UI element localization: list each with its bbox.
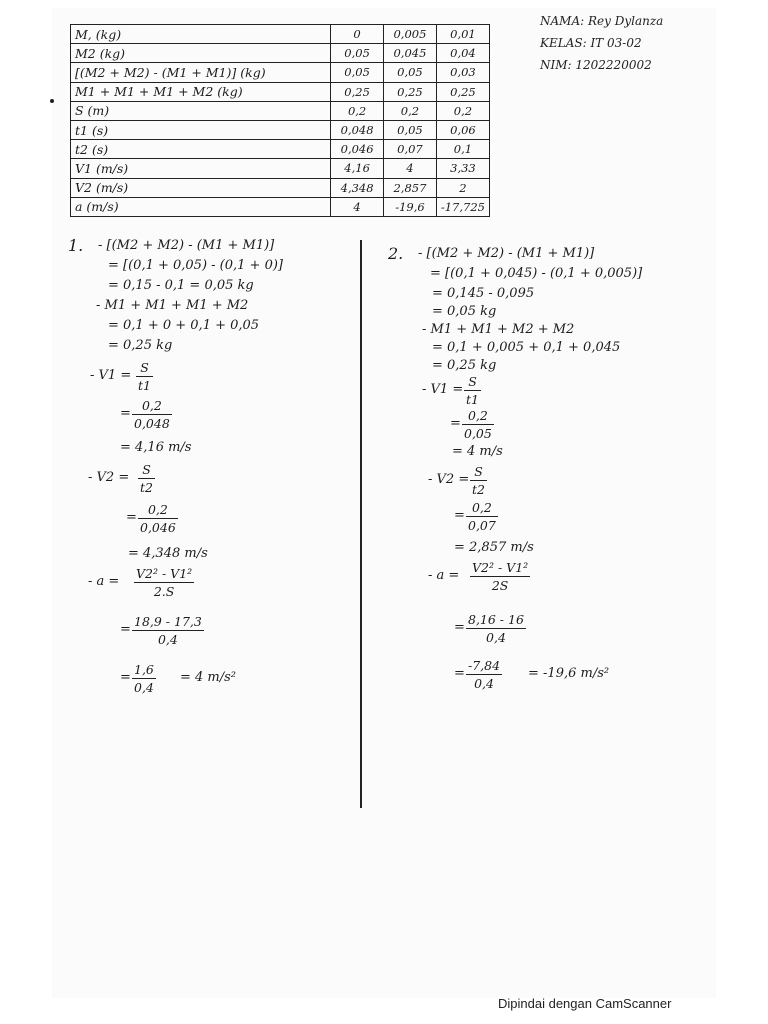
calc-1-mass-sum-label: - M1 + M1 + M1 + M2 <box>96 298 249 313</box>
calc-1-a-eq2: = <box>120 622 131 637</box>
table-row <box>71 140 490 159</box>
denominator: 0,4 <box>134 680 154 695</box>
calc-2-v2-result: = 2,857 m/s <box>454 540 534 555</box>
denominator: 0,4 <box>157 632 178 647</box>
calc-1-number: 1. <box>68 236 84 255</box>
value-cell: 2 <box>436 178 489 197</box>
value-cell: 0,07 <box>384 140 437 159</box>
table-row <box>71 101 490 120</box>
table-row <box>71 197 490 216</box>
table-row <box>71 159 490 178</box>
student-nim: NIM: 1202220002 <box>540 58 652 72</box>
denominator: 0,07 <box>468 518 496 533</box>
value-cell: 0,05 <box>331 63 384 82</box>
table-row <box>71 25 490 44</box>
value-cell: 0,2 <box>384 101 437 120</box>
student-class: KELAS: IT 03-02 <box>540 36 642 50</box>
calc-2-v1-formula <box>464 374 481 407</box>
denominator: t1 <box>138 378 151 393</box>
table-row <box>71 178 490 197</box>
denominator: 2S <box>491 578 509 593</box>
value-cell: 0,04 <box>436 44 489 63</box>
calc-1-a-label: - a = <box>88 574 120 589</box>
value-cell: 0,2 <box>331 101 384 120</box>
row-label-cell: S (m) <box>71 101 331 120</box>
denominator: 0,4 <box>474 676 494 691</box>
calc-2-mass-diff-sub: = [(0,1 + 0,045) - (0,1 + 0,005)] <box>430 266 643 281</box>
row-label-cell: V2 (m/s) <box>71 178 331 197</box>
calc-1-v1-formula <box>136 360 153 393</box>
calc-1-v2-label: - V2 = <box>88 470 130 485</box>
student-name: NAMA: Rey Dylanza <box>540 14 664 28</box>
numerator: 8,16 - 16 <box>468 612 524 627</box>
calc-2-v1-substitution <box>462 408 494 441</box>
value-cell: 0,005 <box>384 25 437 44</box>
numerator: 18,9 - 17,3 <box>134 614 202 629</box>
numerator: 0,2 <box>141 398 162 413</box>
calc-1-a-result: = 4 m/s² <box>180 670 237 685</box>
calc-2-v1-eq: = <box>450 416 461 431</box>
numerator: 0,2 <box>467 408 488 423</box>
calc-2-mass-diff-calc: = 0,145 - 0,095 <box>432 286 535 301</box>
calc-2-v2-eq: = <box>454 508 465 523</box>
calc-1-v1-eq: = <box>120 406 131 421</box>
numerator: V2² - V1² <box>472 560 529 575</box>
calc-1-v2-eq: = <box>126 510 137 525</box>
calc-2-mass-sum-sub: = 0,1 + 0,005 + 0,1 + 0,045 <box>432 340 621 355</box>
value-cell: -19,6 <box>384 197 437 216</box>
numerator: 0,2 <box>471 500 492 515</box>
row-label-cell: M1 + M1 + M1 + M2 (kg) <box>71 82 331 101</box>
calc-2-v2-label: - V2 = <box>428 472 470 487</box>
value-cell: -17,725 <box>436 197 489 216</box>
denominator: 0,05 <box>464 426 492 441</box>
numerator: V2² - V1² <box>136 566 193 581</box>
calc-2-mass-sum-result: = 0,25 kg <box>432 358 497 373</box>
row-label-cell: [(M2 + M2) - (M1 + M1)] (kg) <box>71 63 331 82</box>
calc-2-mass-sum-label: - M1 + M1 + M2 + M2 <box>422 322 575 337</box>
column-divider <box>360 240 362 808</box>
calc-2-a-formula <box>470 560 530 593</box>
numerator: S <box>140 360 149 375</box>
row-label-cell: a (m/s) <box>71 197 331 216</box>
table-row <box>71 120 490 139</box>
value-cell: 0,046 <box>331 140 384 159</box>
value-cell: 0,01 <box>436 25 489 44</box>
row-label-cell: t2 (s) <box>71 140 331 159</box>
calc-1-v1-result: = 4,16 m/s <box>120 440 192 455</box>
calc-2-v2-substitution <box>466 500 498 533</box>
value-cell: 4,348 <box>331 178 384 197</box>
calc-2-mass-diff-label: - [(M2 + M2) - (M1 + M1)] <box>418 246 595 261</box>
value-cell: 0,05 <box>384 120 437 139</box>
calc-1-mass-diff-sub: = [(0,1 + 0,05) - (0,1 + 0)] <box>108 258 283 273</box>
value-cell: 0,048 <box>331 120 384 139</box>
calc-2-number: 2. <box>388 244 404 263</box>
calc-2-a-eq3: = <box>454 666 465 681</box>
denominator: 0,048 <box>134 416 170 431</box>
calc-2-v1-label: - V1 = <box>422 382 464 397</box>
table-row <box>71 82 490 101</box>
numerator: S <box>142 462 151 477</box>
calc-2-a-eq2: = <box>454 620 465 635</box>
value-cell: 0,05 <box>384 63 437 82</box>
row-label-cell: M, (kg) <box>71 25 331 44</box>
value-cell: 4,16 <box>331 159 384 178</box>
value-cell: 0,25 <box>331 82 384 101</box>
calc-2-a-simplified <box>466 658 502 691</box>
calc-1-a-simplified <box>132 662 156 695</box>
calc-1-v1-substitution <box>132 398 172 431</box>
calc-1-mass-diff-label: - [(M2 + M2) - (M1 + M1)] <box>98 238 275 253</box>
denominator: 0,4 <box>486 630 506 645</box>
value-cell: 4 <box>331 197 384 216</box>
value-cell: 0,2 <box>436 101 489 120</box>
value-cell: 0,25 <box>384 82 437 101</box>
calc-1-v2-result: = 4,348 m/s <box>128 546 208 561</box>
calc-2-a-result: = -19,6 m/s² <box>528 666 610 681</box>
calc-2-mass-diff-result: = 0,05 kg <box>432 304 497 319</box>
value-cell: 4 <box>384 159 437 178</box>
calc-2-a-substitution <box>466 612 526 645</box>
value-cell: 0,06 <box>436 120 489 139</box>
numerator: 1,6 <box>134 662 154 677</box>
observation-table <box>70 24 490 217</box>
margin-dot <box>50 99 54 103</box>
denominator: t2 <box>140 480 153 495</box>
scanner-watermark: Dipindai dengan CamScanner <box>498 996 672 1011</box>
numerator: S <box>474 464 483 479</box>
denominator: t2 <box>472 482 485 497</box>
value-cell: 0,045 <box>384 44 437 63</box>
row-label-cell: V1 (m/s) <box>71 159 331 178</box>
value-cell: 0,1 <box>436 140 489 159</box>
value-cell: 0 <box>331 25 384 44</box>
calc-1-v2-formula <box>138 462 155 495</box>
denominator: 0,046 <box>140 520 176 535</box>
calc-2-v1-result: = 4 m/s <box>452 444 503 459</box>
calc-2-a-label: - a = <box>428 568 460 583</box>
numerator: 0,2 <box>147 502 168 517</box>
calc-1-v2-substitution <box>138 502 178 535</box>
calc-1-mass-sum-result: = 0,25 kg <box>108 338 173 353</box>
value-cell: 0,25 <box>436 82 489 101</box>
calc-2-v2-formula <box>470 464 487 497</box>
table-row <box>71 63 490 82</box>
value-cell: 3,33 <box>436 159 489 178</box>
calc-1-a-substitution <box>132 614 204 647</box>
student-identity <box>540 10 720 76</box>
denominator: 2.S <box>153 584 175 599</box>
calc-1-a-eq3: = <box>120 670 131 685</box>
denominator: t1 <box>466 392 479 407</box>
value-cell: 0,05 <box>331 44 384 63</box>
calc-1-a-formula <box>134 566 194 599</box>
row-label-cell: M2 (kg) <box>71 44 331 63</box>
calc-1-v1-label: - V1 = <box>90 368 132 383</box>
calc-1-mass-diff-result: = 0,15 - 0,1 = 0,05 kg <box>108 278 254 293</box>
numerator: S <box>468 374 477 389</box>
row-label-cell: t1 (s) <box>71 120 331 139</box>
value-cell: 0,03 <box>436 63 489 82</box>
calc-1-mass-sum-sub: = 0,1 + 0 + 0,1 + 0,05 <box>108 318 260 333</box>
table-row <box>71 44 490 63</box>
value-cell: 2,857 <box>384 178 437 197</box>
numerator: -7,84 <box>468 658 501 673</box>
